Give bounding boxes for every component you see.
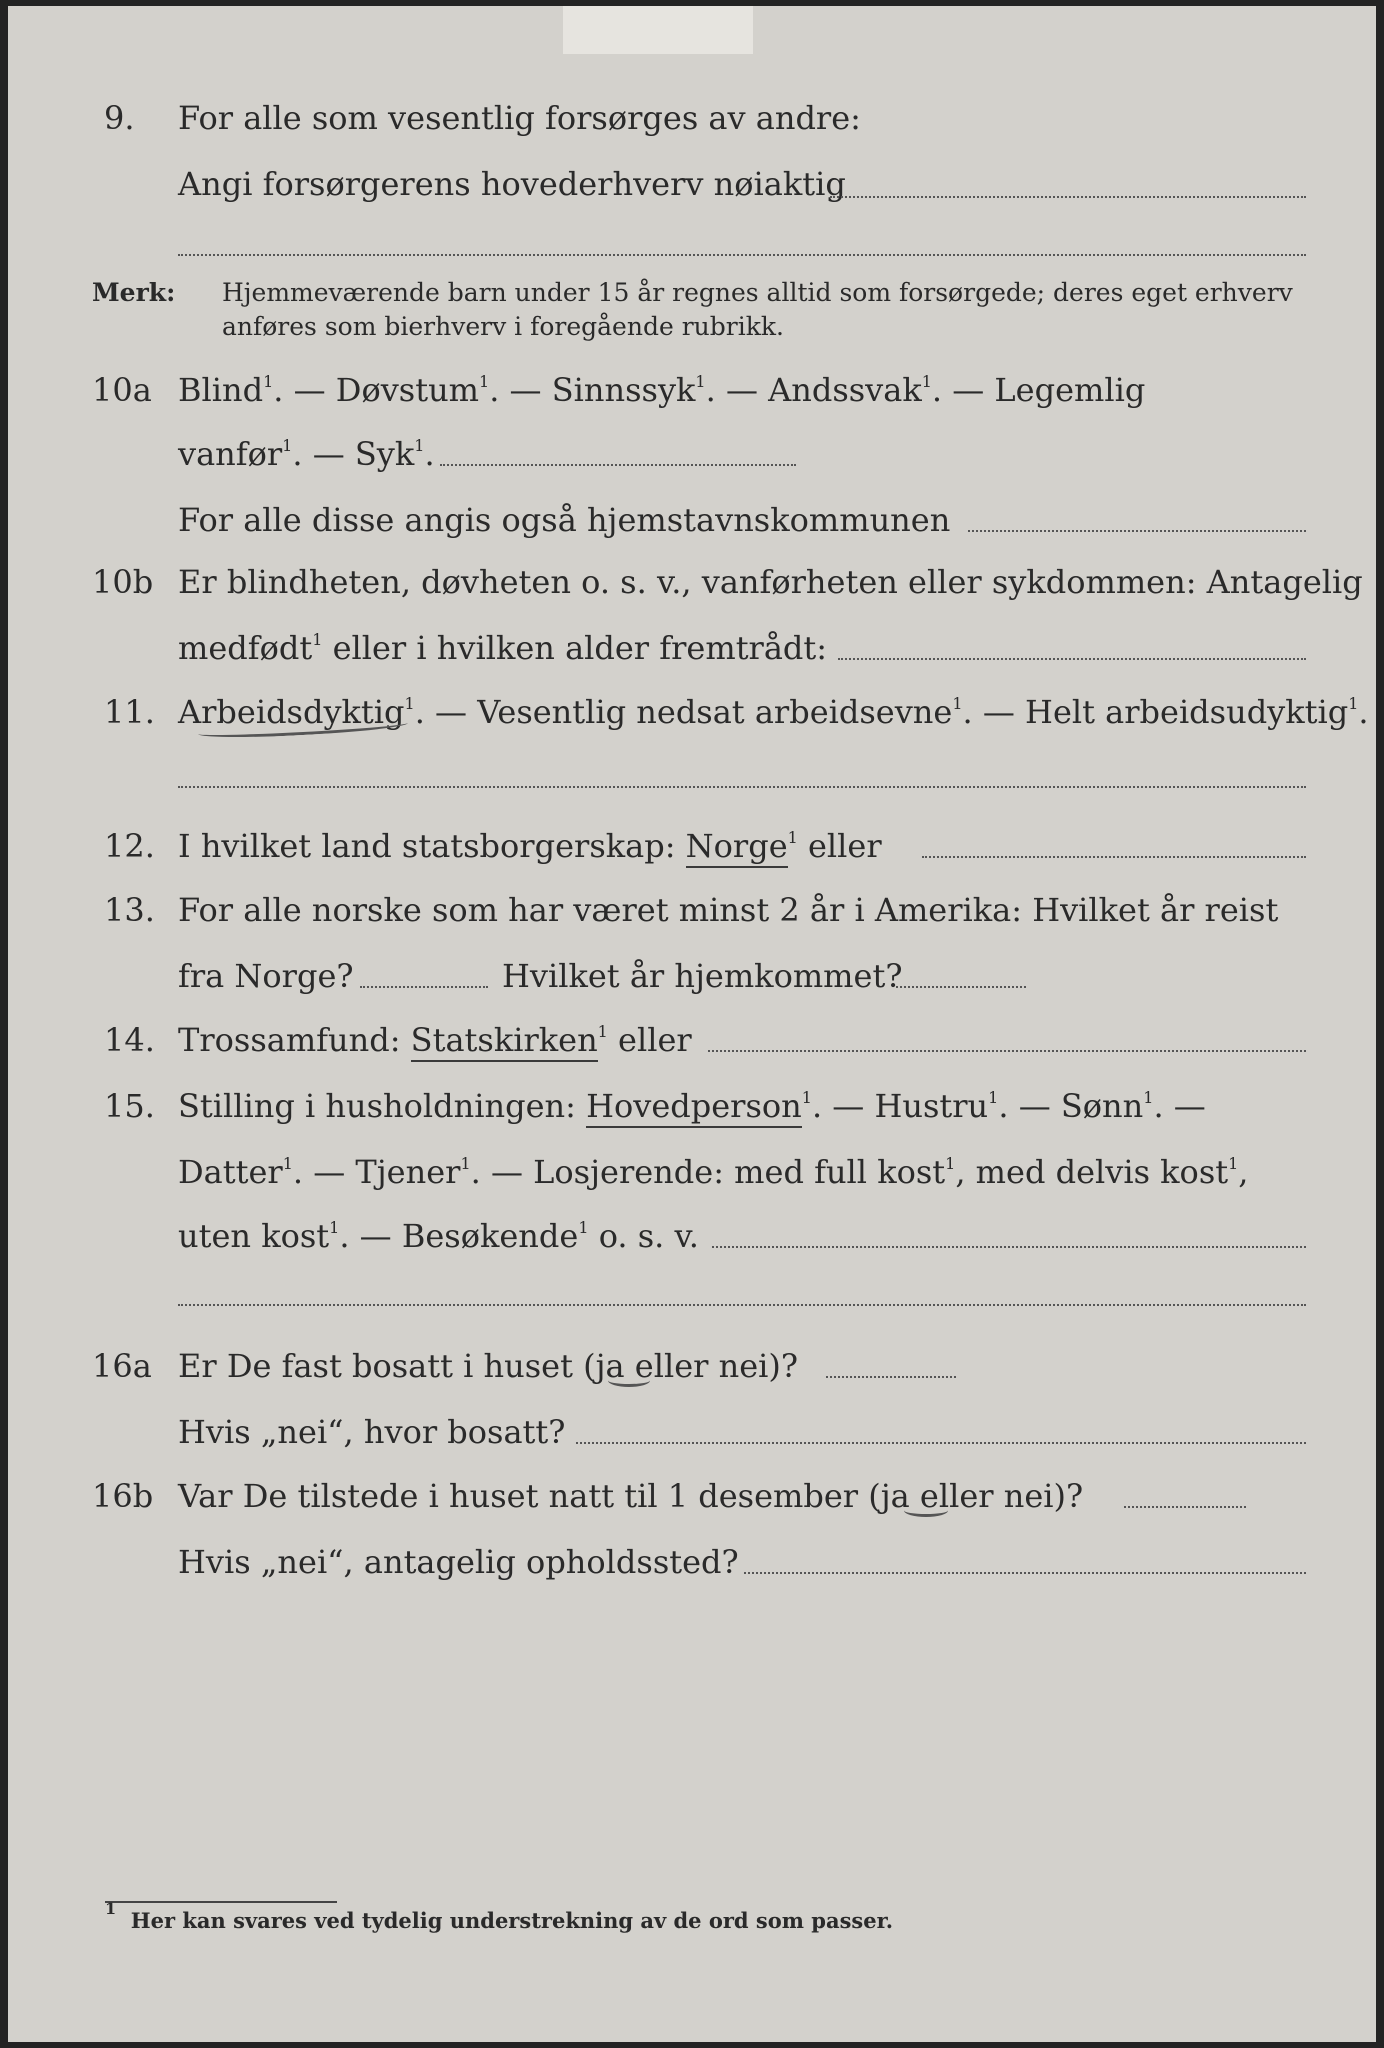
pencil-underline-ja [608, 1374, 650, 1387]
opt-syk[interactable]: Syk [354, 435, 415, 473]
q16a-line1: Er De fast bosatt i huset (ja eller nei)? [178, 1347, 799, 1385]
opt-andssvak[interactable]: Andssvak [768, 371, 922, 409]
opt-norge[interactable]: Norge [686, 827, 788, 868]
q16a-answer-line[interactable] [826, 1376, 956, 1378]
footnote-mark: 1 [105, 1899, 117, 1918]
q15-extra-line[interactable] [178, 1304, 1306, 1306]
q13-line1: For alle norske som har været minst 2 år i Amerika: Hvilket år reist [178, 891, 1279, 929]
q16b-number: 16b [92, 1477, 154, 1515]
footnote-mark: 1 [282, 436, 293, 455]
merk-label: Merk: [92, 278, 176, 307]
q14-line [178, 1020, 692, 1060]
footnote-mark: 1 [312, 630, 323, 649]
opt-helt-arbeidsudyktig[interactable]: . — Helt arbeidsudyktig [962, 693, 1349, 731]
footnote-text: Her kan svares ved tydelig understrekning av de ord som passer. [130, 1908, 894, 1933]
footnote [105, 1899, 894, 1936]
opt-vesentlig-nedsat[interactable]: . — Vesentlig nedsat arbeidsevne [414, 693, 953, 731]
q15-line3 [178, 1216, 699, 1256]
q10b-number: 10b [92, 563, 154, 601]
opt-uten-kost[interactable]: uten kost [178, 1217, 330, 1255]
q12-line [178, 826, 882, 866]
dash: — [302, 435, 355, 473]
footnote-rule [105, 1901, 337, 1903]
osv: o. s. v. [588, 1217, 699, 1255]
footnote-mark: 1 [414, 436, 425, 455]
q15-text: Stilling i husholdningen: [178, 1087, 587, 1125]
q13-line2b: Hvilket år hjemkommet? [502, 957, 903, 995]
q10a-line1: Blind$^1$. — Døvstum$^1$. — Sinnssyk$^1$. — Andssvak$^1$. — Legemlig [178, 371, 1146, 409]
q16a-line2: Hvis „nei“, hvor bosatt? [178, 1413, 566, 1451]
opt-arbeidsdyktig[interactable]: Arbeidsdyktig [178, 693, 405, 731]
opt-besokende[interactable]: . — Besøkende [339, 1217, 579, 1255]
footnote-mark: 1 [1228, 1154, 1239, 1173]
opt-hovedperson[interactable]: Hovedperson [586, 1087, 802, 1128]
q13-hjemkommet-answer-line[interactable] [896, 986, 1026, 988]
q9-line1: For alle som vesentlig forsørges av andre: [178, 99, 861, 137]
q14-eller: eller [607, 1021, 692, 1059]
pencil-underline-ja [904, 1504, 948, 1517]
q11-extra-line[interactable] [178, 786, 1306, 788]
dash: — [283, 371, 336, 409]
q14-answer-line[interactable] [708, 1050, 1306, 1052]
q15-answer-line[interactable] [712, 1246, 1306, 1248]
q10a-hjemstavn-answer-line[interactable] [968, 530, 1306, 532]
footnote-mark: 1 [282, 1154, 293, 1173]
opt-legemlig[interactable]: Legemlig [994, 371, 1146, 409]
footnote-mark: 1 [1348, 694, 1359, 713]
q16b-line1: Var De tilstede i huset natt til 1 desember (ja eller nei)? [178, 1477, 1084, 1515]
q12-text: I hvilket land statsborgerskap: [178, 827, 686, 865]
q15-number: 15. [104, 1087, 155, 1125]
opt-losjerende-full-kost[interactable]: . — Losjerende: med full kost [470, 1153, 946, 1191]
dash: — [499, 371, 552, 409]
q12-answer-line[interactable] [922, 856, 1306, 858]
q14-number: 14. [104, 1021, 155, 1059]
footnote-mark: 1 [1143, 1088, 1154, 1107]
footnote-mark: 1 [695, 372, 706, 391]
q12-number: 12. [104, 827, 155, 865]
q10b-line2 [178, 628, 827, 668]
q10b-line1: Er blindheten, døvheten o. s. v., vanførheten eller sykdommen: Antagelig [178, 563, 1363, 601]
q10a-number: 10a [92, 371, 152, 409]
opt-medfodt[interactable]: medfødt [178, 629, 313, 667]
footnote-mark: 1 [801, 1088, 812, 1107]
merk-line2: anføres som bierhverv i foregående rubrikk. [222, 312, 784, 341]
opt-sinnssyk[interactable]: Sinnssyk [551, 371, 696, 409]
q10a-line3: For alle disse angis også hjemstavnskommunen [178, 501, 951, 539]
footnote-mark: 1 [597, 1022, 608, 1041]
footnote-mark: 1 [988, 1088, 999, 1107]
census-form-page [8, 6, 1376, 2042]
opt-vanfor[interactable]: vanfør [178, 435, 283, 473]
period: . [1358, 693, 1369, 731]
q16b-answer-line[interactable] [1124, 1506, 1246, 1508]
footnote-mark: 1 [921, 372, 932, 391]
q11-number: 11. [104, 693, 155, 731]
opt-delvis-kost[interactable]: , med delvis kost [955, 1153, 1229, 1191]
q16b-line2: Hvis „nei“, antagelig opholdssted? [178, 1543, 739, 1581]
footnote-mark: 1 [787, 828, 798, 847]
paper-tab [563, 6, 753, 54]
footnote-mark: 1 [329, 1218, 340, 1237]
footnote-mark: 1 [460, 1154, 471, 1173]
q13-number: 13. [104, 891, 155, 929]
opt-datter[interactable]: Datter [178, 1153, 283, 1191]
q9-answer-line[interactable] [830, 196, 1306, 198]
q10b-answer-line[interactable] [838, 658, 1306, 660]
merk-line1: Hjemmeværende barn under 15 år regnes alltid som forsørgede; deres eget erhverv [222, 278, 1293, 307]
footnote-mark: 1 [263, 372, 274, 391]
q10a-syk-answer-line[interactable] [440, 464, 796, 466]
q9-line2: Angi forsørgerens hovederhverv nøiaktig [178, 165, 846, 203]
q14-text: Trossamfund: [178, 1021, 411, 1059]
footnote-mark: 1 [578, 1218, 589, 1237]
q10a-line2: vanfør$^1$. — Syk$^1$. [178, 435, 435, 473]
dash: — [715, 371, 769, 409]
q9-number: 9. [104, 99, 135, 137]
q13-reist-answer-line[interactable] [360, 986, 488, 988]
footnote-mark: 1 [404, 694, 415, 713]
comma: , [1238, 1153, 1249, 1191]
q15-line1 [178, 1086, 1206, 1126]
q9-extra-line[interactable] [178, 254, 1306, 256]
footnote-mark: 1 [952, 694, 963, 713]
opt-sonn[interactable]: . — Sønn [998, 1087, 1144, 1125]
opt-tjener[interactable]: . — Tjener [292, 1153, 461, 1191]
opt-blind[interactable]: Blind [178, 371, 264, 409]
q12-eller: eller [797, 827, 882, 865]
q16a-bosatt-answer-line[interactable] [576, 1442, 1306, 1444]
q16b-opholdssted-answer-line[interactable] [744, 1572, 1306, 1574]
opt-statskirken[interactable]: Statskirken [411, 1021, 598, 1062]
opt-dovstum[interactable]: Døvstum [335, 371, 480, 409]
q16a-number: 16a [92, 1347, 152, 1385]
opt-hustru[interactable]: . — Hustru [811, 1087, 989, 1125]
q10b-line2-rest: eller i hvilken alder fremtrådt: [322, 629, 828, 667]
dash: . — [1153, 1087, 1206, 1125]
footnote-mark: 1 [479, 372, 490, 391]
q13-line2a: fra Norge? [178, 957, 354, 995]
dash: — [942, 371, 995, 409]
q15-line2 [178, 1152, 1248, 1192]
footnote-mark: 1 [945, 1154, 956, 1173]
